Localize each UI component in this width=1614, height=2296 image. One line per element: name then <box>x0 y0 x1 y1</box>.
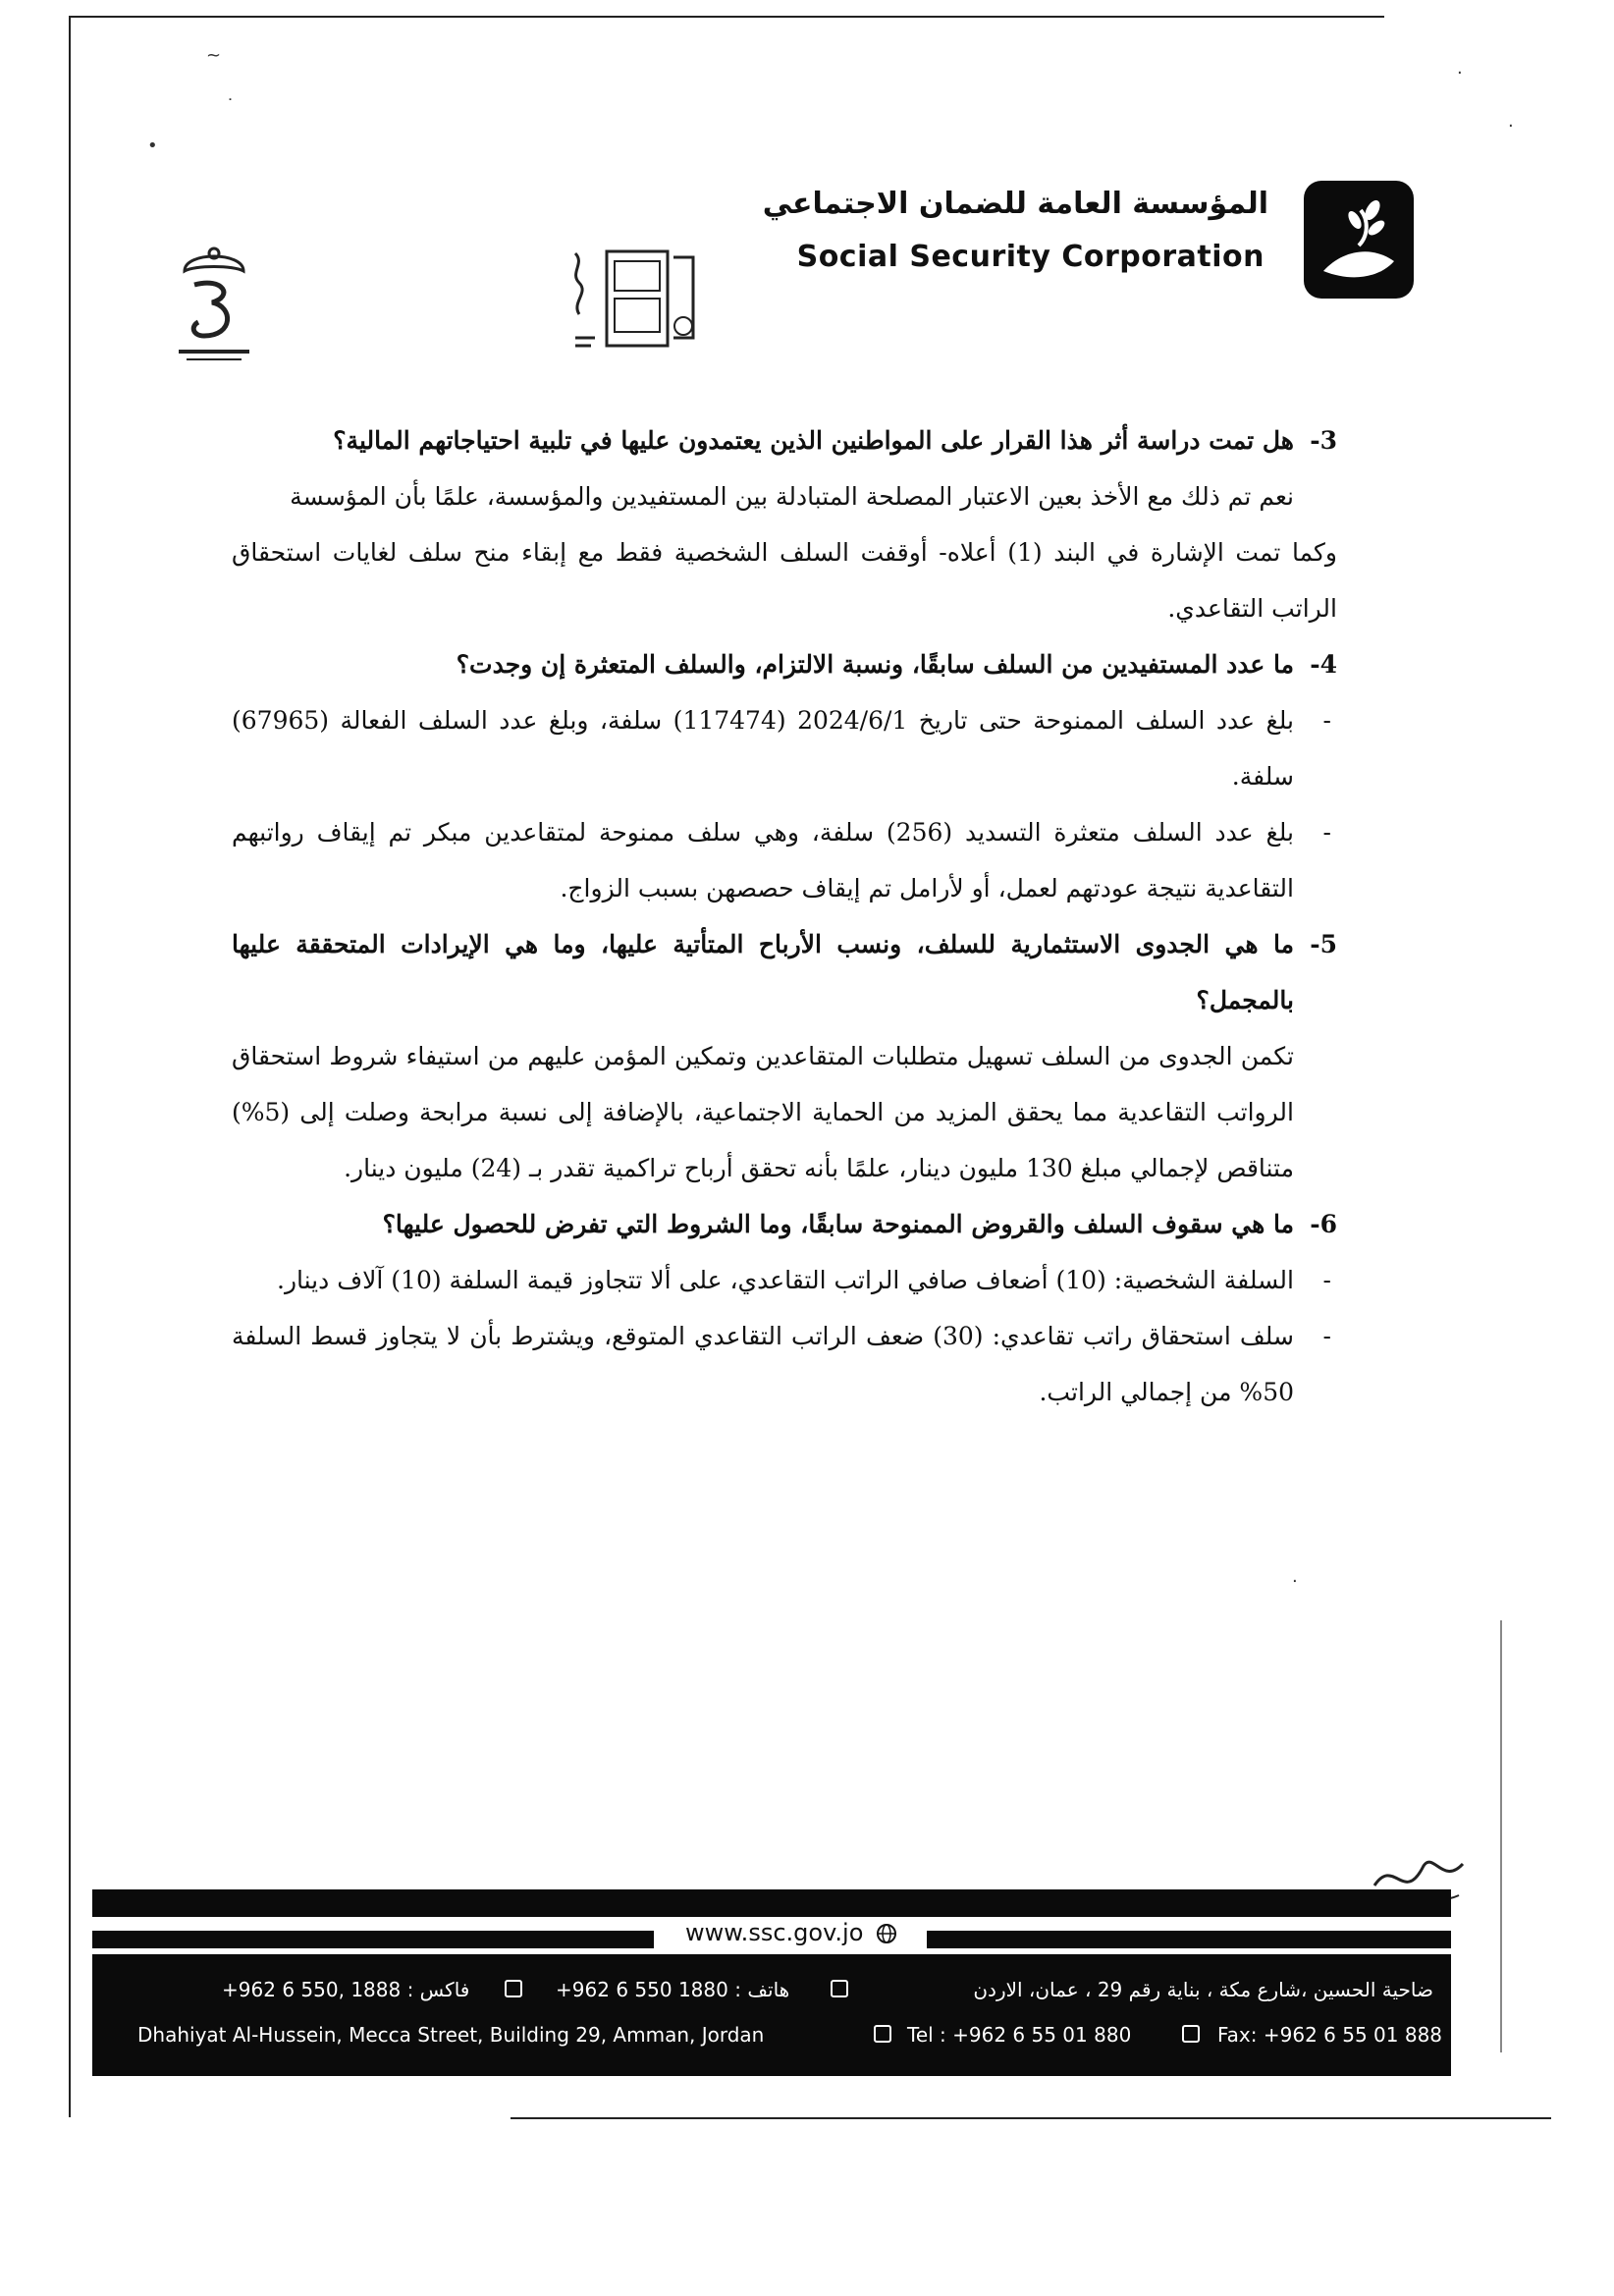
scan-border-right <box>1500 1620 1502 2052</box>
section-number: 3- <box>1310 426 1337 455</box>
section-number: 4- <box>1310 650 1337 679</box>
scan-speck: ˙ <box>226 96 235 117</box>
section-3-answer-line-1: نعم تم ذلك مع الأخذ بعين الاعتبار المصلحة المتبادلة بين المستفيدين والمؤسسة، علمًا بأن المؤسسة <box>290 482 1294 511</box>
question-text: ما هي الجدوى الاستثمارية للسلف، ونسب الأرباح المتأتية عليها، وما هي الإيرادات المتحققة عليها بالمجمل؟ <box>232 930 1294 1014</box>
ssc-logo <box>1304 181 1414 299</box>
bullet-dash: - <box>1322 706 1331 735</box>
question-text: ما عدد المستفيدين من السلف سابقًا، ونسبة الالتزام، والسلف المتعثرة إن وجدت؟ <box>456 650 1294 679</box>
scan-speck: · <box>1292 1571 1298 1592</box>
scan-border-bottom <box>511 2117 1551 2119</box>
section-number: 5- <box>1310 930 1337 958</box>
website-link[interactable]: www.ssc.gov.jo <box>685 1919 864 1946</box>
scan-speck: • <box>147 136 158 156</box>
scan-border-left <box>69 16 71 2117</box>
footer-top-bar <box>92 1889 1451 1917</box>
royal-crown-emblem-icon <box>165 242 263 375</box>
footer-contact-block <box>92 1954 1451 2076</box>
scan-speck: ~ <box>206 45 222 66</box>
footer-address-ar: ضاحية الحسين ،شارع مكة ، بناية رقم 29 ، عمان، الاردن <box>973 1978 1433 2001</box>
footer-address-en: Dhahiyat Al-Hussein, Mecca Street, Building 29, Amman, Jordan <box>137 2023 765 2047</box>
question-text: ما هي سقوف السلف والقروض الممنوحة سابقًا، وما الشروط التي تفرض للحصول عليها؟ <box>382 1210 1294 1238</box>
bullet-dash: - <box>1322 1266 1331 1294</box>
footer-fax-ar: فاكس : 1888 ,550 6 962+ <box>222 1978 470 2001</box>
section-4-bullet-2 <box>232 804 1337 916</box>
bullet-dash: - <box>1322 1322 1331 1350</box>
section-6-bullet-2 <box>232 1308 1337 1420</box>
section-3-answer-line-2: وكما تمت الإشارة في البند (1) أعلاه- أوقفت السلف الشخصية فقط مع إبقاء منح سلف لغايات استحقاق الراتب التقاعدي. <box>232 538 1337 623</box>
bullet-dash: - <box>1322 818 1331 847</box>
footer-fax-en: Fax: +962 6 55 01 888 <box>1217 2023 1443 2047</box>
globe-icon <box>876 1923 897 1944</box>
footer-bar-left <box>92 1931 654 1948</box>
bullet-text: سلف استحقاق راتب تقاعدي: (30) ضعف الراتب التقاعدي المتوقع، ويشترط بأن لا يتجاوز قسط السلفة 50% من إجمالي الراتب. <box>232 1322 1295 1406</box>
phone-icon <box>831 1980 848 1997</box>
document-body <box>232 412 1337 1420</box>
archive-stamp-icon <box>567 244 705 359</box>
phone-icon <box>874 2025 891 2043</box>
fax-icon <box>505 1980 522 1997</box>
question-text: هل تمت دراسة أثر هذا القرار على المواطنين الذين يعتمدون عليها في تلبية احتياجاتهم المالية؟ <box>333 426 1294 455</box>
fax-icon <box>1182 2025 1200 2043</box>
ssc-dove-leaf-icon <box>1304 181 1414 299</box>
footer-bar-right <box>927 1931 1451 1948</box>
section-3-question <box>232 412 1337 468</box>
footer-url-row <box>92 1917 1451 1952</box>
section-5-question <box>232 916 1337 1028</box>
org-name-english: Social Security Corporation <box>796 240 1264 274</box>
scan-speck: · <box>1508 116 1514 137</box>
section-5-answer: تكمن الجدوى من السلف تسهيل متطلبات المتقاعدين وتمكين المؤمن عليهم من استيفاء شروط استحقاق الرواتب التقاعدية مما يحقق المزيد من الحماية الاجتماعية، بالإضافة إلى نسبة مرابحة وصلت إلى (5%) متناقص لإجمالي مبلغ 130 مليون دينار، علمًا بأنه تحقق أرباح تراكمية تقدر بـ (24) مليون دينار. <box>232 1042 1294 1182</box>
scan-speck: · <box>1457 63 1463 83</box>
section-number: 6- <box>1310 1210 1337 1238</box>
bullet-text: السلفة الشخصية: (10) أضعاف صافي الراتب التقاعدي، على ألا تتجاوز قيمة السلفة (10) آلاف دينار. <box>277 1266 1294 1294</box>
bullet-text: بلغ عدد السلف متعثرة التسديد (256) سلفة، وهي سلف ممنوحة لمتقاعدين مبكر تم إيقاف رواتبهم التقاعدية نتيجة عودتهم لعمل، أو لأرامل تم إيقاف حصصهن بسبب الزواج. <box>232 818 1294 902</box>
section-6-question <box>232 1196 1337 1252</box>
section-6-bullet-1 <box>232 1252 1337 1308</box>
section-4-bullet-1 <box>232 692 1337 804</box>
bullet-text: بلغ عدد السلف الممنوحة حتى تاريخ 2024/6/1 (117474) سلفة، وبلغ عدد السلف الفعالة (67965) سلفة. <box>232 706 1295 791</box>
scan-border-top <box>69 16 1384 18</box>
org-name-arabic: المؤسسة العامة للضمان الاجتماعي <box>762 187 1268 221</box>
footer-phone-en: Tel : +962 6 55 01 880 <box>907 2023 1132 2047</box>
footer-phone-ar: هاتف : 1880 550 6 962+ <box>556 1978 790 2001</box>
section-4-question <box>232 636 1337 692</box>
